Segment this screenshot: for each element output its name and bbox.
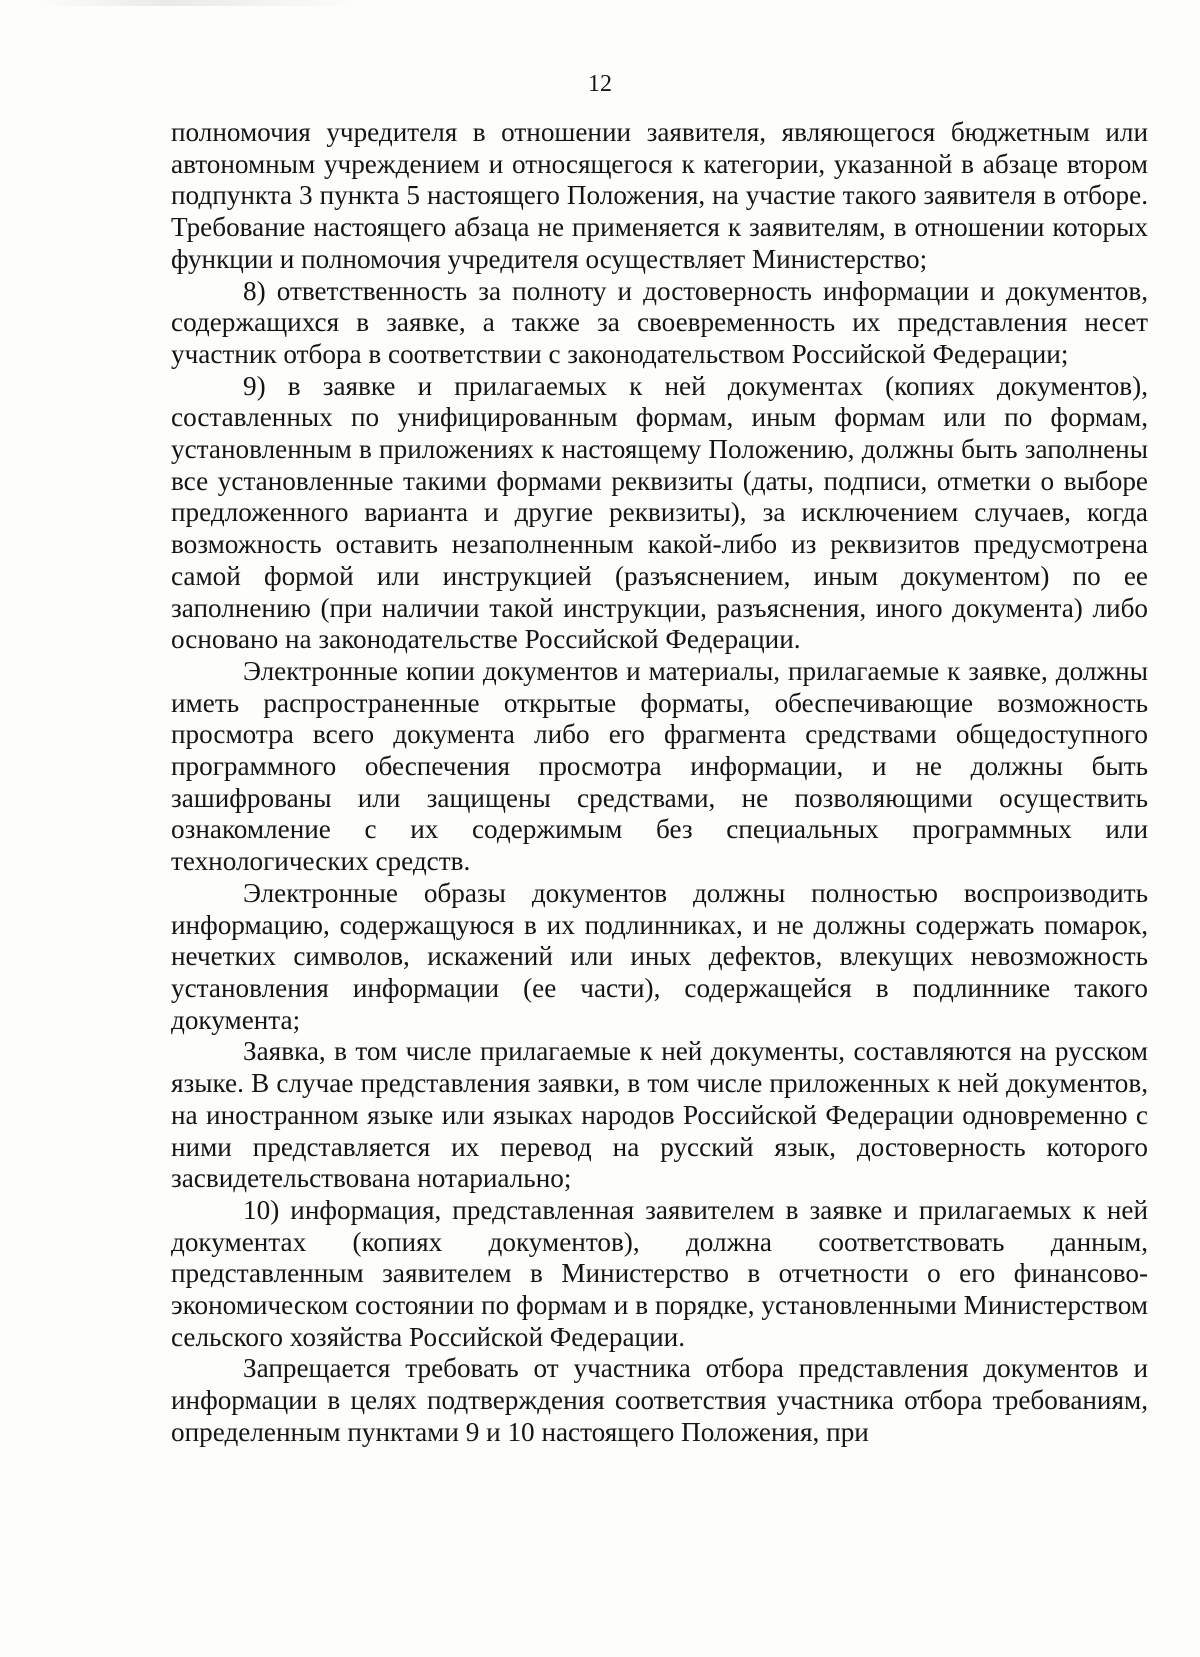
scan-artifact: [40, 0, 360, 6]
paragraph-item-9: 9) в заявке и прилагаемых к ней документах (копиях документов), составленных по унифицированным формам, иным формам или по формам, установленным в приложениях к настоящему Положению, должны быть заполнены все установленные такими формами реквизиты (даты, подписи, отметки о выборе предложенного варианта и другие реквизиты), за исключением случаев, когда возможность оставить незаполненным какой-либо из реквизитов предусмотрена самой формой или инструкцией (разъяснением, иным документом) по ее заполнению (при наличии такой инструкции, разъяснения, иного документа) либо основано на законодательстве Российской Федерации.: [171, 370, 1148, 655]
document-body: [171, 117, 1148, 1449]
paragraph-electronic-images: Электронные образы документов должны полностью воспроизводить информацию, содержащуюся в их подлинниках, и не должны содержать помарок, нечетких символов, искажений или иных дефектов, влекущих невозможность установления информации (ее части), содержащейся в подлиннике такого документа;: [171, 877, 1148, 1035]
paragraph-electronic-copies: Электронные копии документов и материалы, прилагаемые к заявке, должны иметь распространенные открытые форматы, обеспечивающие возможность просмотра всего документа либо его фрагмента средствами общедоступного программного обеспечения просмотра информации, и не должны быть зашифрованы или защищены средствами, не позволяющими осуществить ознакомление с их содержимым без специальных программных или технологических средств.: [171, 655, 1148, 877]
paragraph-item-8: 8) ответственность за полноту и достоверность информации и документов, содержащихся в заявке, а также за своевременность их представления несет участник отбора в соответствии с законодательством Российской Федерации;: [171, 275, 1148, 369]
paragraph-item-10: 10) информация, представленная заявителем в заявке и прилагаемых к ней документах (копиях документов), должна соответствовать данным, представленным заявителем в Министерство в отчетности о его финансово-экономическом состоянии по формам и в порядке, установленными Министерством сельского хозяйства Российской Федерации.: [171, 1194, 1148, 1352]
page-number: 12: [588, 71, 612, 97]
paragraph-prohibition: Запрещается требовать от участника отбора представления документов и информации в целях подтверждения соответствия участника отбора требованиям, определенным пунктами 9 и 10 настоящего Положения, при: [171, 1353, 1148, 1447]
paragraph-language: Заявка, в том числе прилагаемые к ней документы, составляются на русском языке. В случае представления заявки, в том числе приложенных к ней документов, на иностранном языке или языках народов Российской Федерации одновременно с ними представляется их перевод на русский язык, достоверность которого засвидетельствована нотариально;: [171, 1036, 1148, 1194]
paragraph-continuation: полномочия учредителя в отношении заявителя, являющегося бюджетным или автономным учреждением и относящегося к категории, указанной в абзаце втором подпункта 3 пункта 5 настоящего Положения, на участие такого заявителя в отборе. Требование настоящего абзаца не применяется к заявителям, в отношении которых функции и полномочия учредителя осуществляет Министерство;: [171, 117, 1148, 274]
